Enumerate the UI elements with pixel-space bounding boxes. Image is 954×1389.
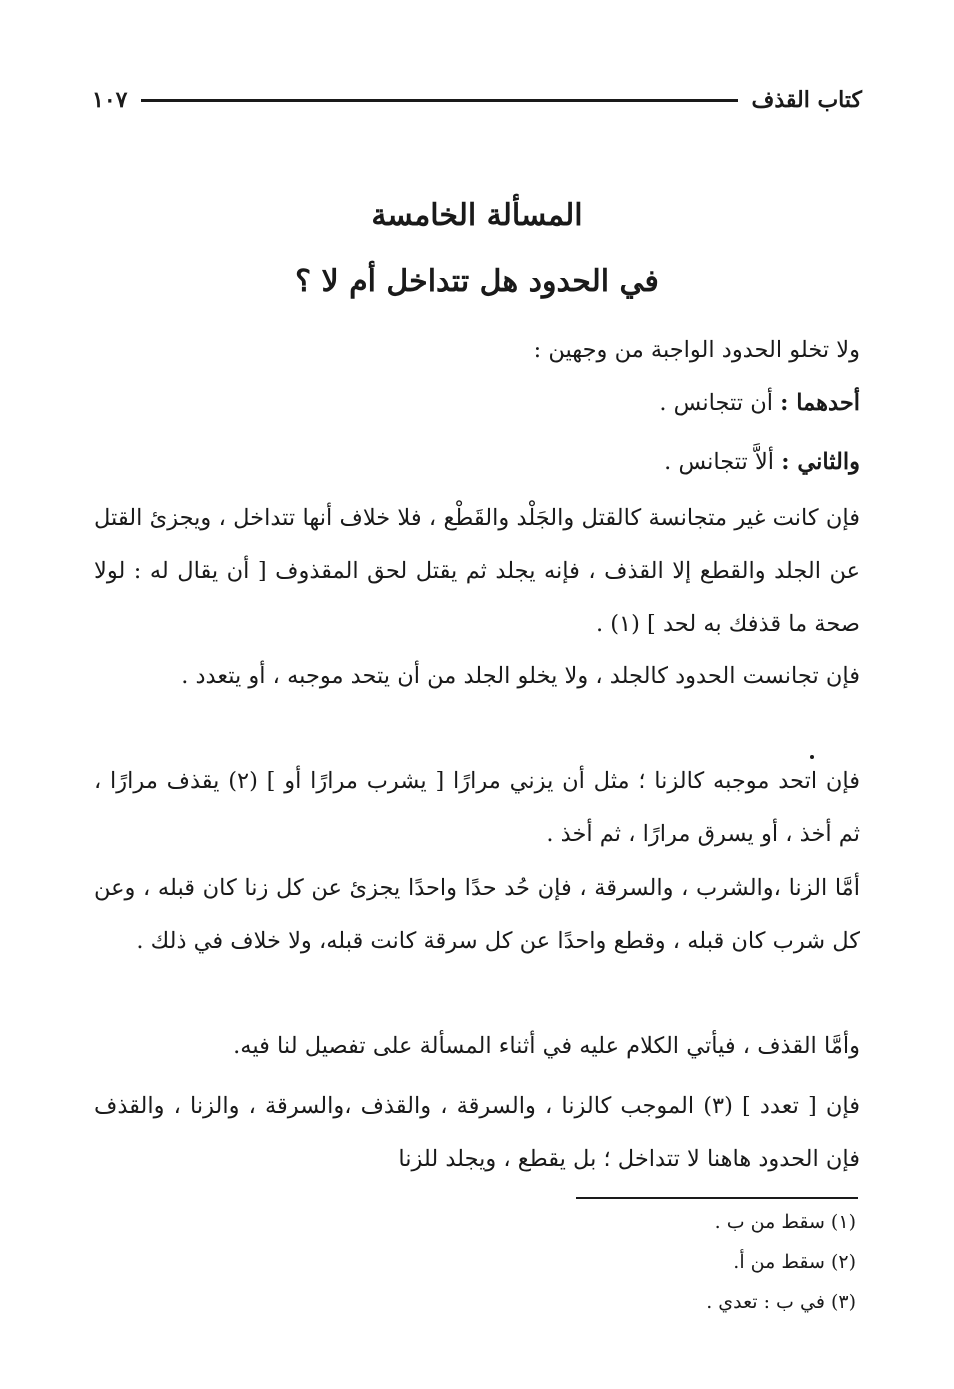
paragraph-qadhf: وأمَّا القذف ، فيأتي الكلام عليه في أثناء المسألة على تفصيل لنا فيه. <box>233 1033 860 1059</box>
footnote-rule <box>576 1197 858 1199</box>
header-rule <box>141 99 737 102</box>
second-case-label: والثاني : <box>781 449 860 475</box>
book-title: كتاب القذف <box>751 87 862 113</box>
issue-title: المسألة الخامسة <box>371 198 583 233</box>
issue-subtitle: في الحدود هل تتداخل أم لا ؟ <box>295 264 659 299</box>
paragraph-intro <box>534 324 860 377</box>
paragraph-homogeneous: فإن تجانست الحدود كالجلد ، ولا يخلو الجلد من أن يتحد موجبه ، أو يتعدد . <box>181 663 860 689</box>
paragraph-second-case <box>664 436 860 489</box>
running-header <box>92 82 862 118</box>
paragraph-non-homogeneous: فإن كانت غير متجانسة كالقتل والجَلْد والقَطْع ، فلا خلاف أنها تتداخل ، ويجزئ القتل عن الجلد والقطع إلا القذف ، فإنه يجلد ثم يقتل لحق المقذوف [ أن يقال له : لولا صحة ما قذفك به لحد ] (١) . <box>94 505 860 637</box>
paragraph-single-cause: فإن اتحد موجبه كالزنا ؛ مثل أن يزني مرارًا [ يشرب مرارًا أو ] (٢) يقذف مرارًا ، ثم أخذ ، أو يسرق مرارًا ، ثم أخذ . <box>94 768 861 847</box>
footnote-1: (١) سقط من ب . <box>714 1211 856 1233</box>
paragraph-intro-text: ولا تخلو الحدود الواجبة من وجهين : <box>533 337 860 363</box>
second-case-text: ألاَّ تتجانس . <box>664 449 775 475</box>
first-case-label: أحدهما : <box>780 390 860 416</box>
page-number: ١٠٧ <box>92 87 128 113</box>
first-case-text: أن تتجانس . <box>659 390 773 416</box>
paragraph-multiple-causes: فإن [ تعدد ] (٣) الموجب كالزنا ، والسرقة ، والقذف ،والسرقة ، والزنا ، والقذف فإن الحدود هاهنا لا تتداخل ؛ بل يقطع ، ويجلد للزنا <box>94 1093 860 1172</box>
footnote-2: (٢) سقط من أ. <box>733 1251 856 1273</box>
paragraph-zina-theft: أمَّا الزنا ،والشرب ، والسرقة ، فإن حُد حدًا واحدًا يجزئ عن كل زنا كان قبله ، وعن كل شرب كان قبله ، وقطع واحدًا عن كل سرقة كانت قبله، ولا خلاف في ذلك . <box>94 875 860 954</box>
paragraph-first-case <box>659 377 860 430</box>
footnote-3: (٣) في ب : تعدي . <box>706 1291 856 1313</box>
